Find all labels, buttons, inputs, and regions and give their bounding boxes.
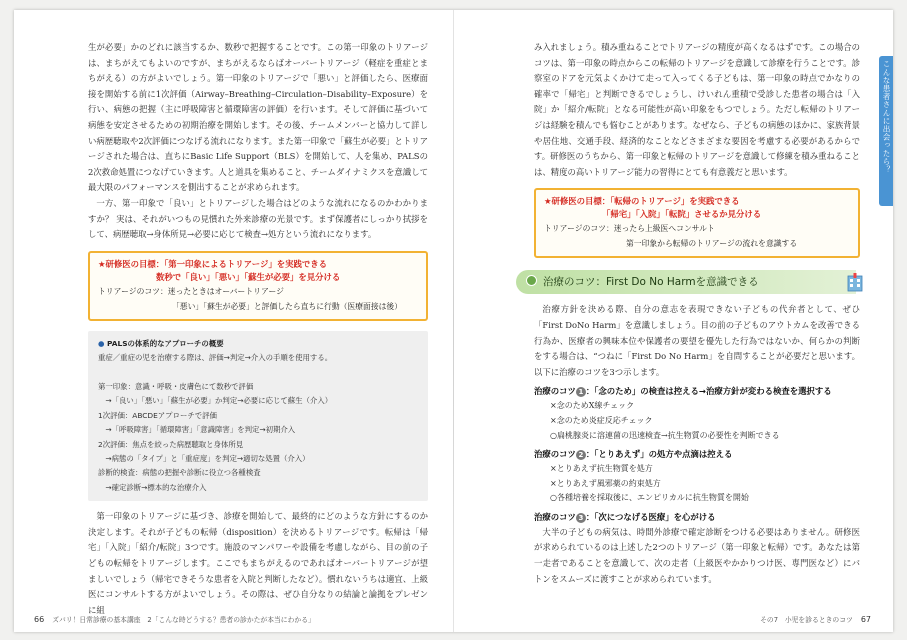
text-line: み入れましょう。積み重ねることでトリアージの精度が高くなるはずです。この場合のコ [534, 42, 860, 68]
pals-title [98, 337, 418, 351]
text-line: 態を安定させるための初期治療を開始します。その後、チームメンバーと協力して詳しい [88, 119, 429, 146]
text-line: 第一印象のトリアージに基づき、診療を開始して、最終的にどのような方針にするのか [96, 511, 428, 522]
page-number: 67 [860, 615, 871, 624]
page-spread [14, 10, 893, 632]
goal-title: ★研修医の目標：「転帰のトリアージ」を実践できる [544, 196, 740, 207]
text-line: の転帰をトリアージします。ここでもまちがえるのであればオーバートリアージが望まし [88, 557, 428, 584]
tip-title: ：「次につなげる医療」を心がける [585, 511, 716, 522]
goal-box [88, 251, 428, 321]
pals-line: 1次評価：ABCDEアプローチで評価 [98, 410, 217, 420]
text-line: 転院」となる可能性が高い印象をもつでしょう。ただし転帰のトリアージは経験を積んで [534, 104, 860, 130]
tip-item: ○扁桃腺炎に溶連菌の迅速検査→抗生物質の必要性を判断できる [550, 430, 780, 440]
goal-box [534, 188, 860, 258]
text-line: 治療方針を決める際、自分の意志を表現できない子どもの代弁者として、ぜひ「First Do [534, 304, 860, 330]
text-line: 決定します。それが子どもの転帰（disposition）を決めるトリアージです。転帰は「帰宅」 [88, 526, 428, 553]
pals-line: →「呼吸障害」「循環障害」「意識障害」を判定→初期介入 [98, 425, 296, 435]
tip-label: 治療のコツ [534, 449, 576, 460]
text-line: められているのは上述した2つのトリアージ（第一印象と転帰）です。あなたは第一走者 [534, 542, 860, 569]
pals-line [98, 366, 418, 380]
tip-item: ×とりあえず抗生物質を処方 [550, 464, 653, 474]
right-column [534, 40, 860, 587]
text-line: 力の習得にとても有意義だと思います。 [642, 166, 793, 177]
tip-item: ×念のため炎症反応チェック [550, 415, 653, 425]
tip-item: ×とりあえず風邪薬の約束処方 [550, 478, 661, 488]
goal-subtitle: 数秒で「良い」「悪い」「蘇生が必要」を見分ける [156, 271, 341, 282]
text-line: であることを意識して、次の走者（上級医やかかりつけ医、専門医など）にバトンをスムー [534, 558, 861, 584]
text-line: か？ 実は、それがいつもの見慣れた外来診療の光景です。まず保護者にしっかり拭拶を [96, 213, 428, 224]
gutter [453, 10, 454, 632]
text-line: ちがえる）の方がよいでしょう。第一印象のトリアージで「悪い」と評価したら、医療面 [88, 73, 428, 84]
text-line: No Harm」を意識しましょう。目の前の子どものアウトカムを改善できる行為か、医療者 [534, 319, 860, 346]
running-title: その7 小児を診るときのコツ [760, 616, 853, 624]
text-line: も悩むことがあります。なぜなら、子どもの病態のほかに、家族背景や居住地、交通手段、 [534, 119, 861, 146]
text-line: は、まちがえてもよいのですが、まちがえるならばオーバートリアージ（軽症を重症とま [88, 57, 428, 68]
paragraph [88, 40, 428, 196]
text-line: 「入院」「紹介/転院」3つです。施設のマンパワーや設備を考慮しながら、目の前の子ども [88, 542, 429, 568]
paragraph [534, 302, 860, 380]
text-line: 大半の子どもの病気は、時間外診療で確定診断をつける必要はありません。研修医が求 [534, 526, 860, 553]
paragraph [534, 40, 860, 180]
hospital-icon [846, 272, 864, 292]
text-line: に「First Do No Harm」を自問することが必要だと思います。以下に治療のコツを3つ示 [534, 351, 861, 377]
section-heading [516, 270, 856, 294]
tip-label: 治療のコツ [534, 511, 576, 522]
text-line: ジされた場合は、直ちにBasic Life Support（BLS）を開始して、人を集め、PALSの2次 [88, 151, 428, 177]
text-line: 一印象と転帰のトリアージを意識して修練を積み重ねることは、精度の高いトリアージ能 [534, 151, 860, 177]
tip-title: ：「とりあえず」の処方や点滴は控える [585, 449, 733, 460]
page-number: 66 [34, 615, 45, 624]
text-line: ツは、第一印象の時点からこの転帰のトリアージを意識して診療を行うことです。診察室 [534, 57, 860, 84]
tip-number: 1 [576, 387, 586, 397]
text-line: して、病歴聴取→身体所見→必要に応じて検査→処方という流れになります。 [88, 229, 377, 240]
tip-number: 3 [576, 513, 586, 523]
triage-tip-detail: 第一印象から転帰のトリアージの流れを意識する [626, 239, 798, 249]
pals-line: →確定診断→標本的な治療介入 [98, 482, 207, 492]
bullet-icon [526, 275, 537, 286]
pals-line: 第一印象：意識・呼吸・皮膚色にて数秒で評価 [98, 381, 254, 391]
text-line: 一方、第一印象で「良い」とトリアージした場合はどのような流れになるのかわかります [88, 197, 428, 224]
paragraph [88, 509, 428, 618]
chapter-tab-label: こんな患者さんに出会ったら？ [882, 60, 891, 174]
triage-tip: トリアージのコツ：迷ったら上級医へコンサルト [544, 224, 715, 234]
tip-heading [534, 383, 860, 399]
tip-item: ×念のためX線チェック [550, 401, 635, 411]
pals-box [88, 331, 428, 501]
text-line: いでしょう（帰宅できそうな患者を入院と判断したなど）。慣れないうちは適宜、上級医に [88, 573, 428, 600]
text-line: 接を開始する前に1次評価（Airway–Breathing–Circulation–Disability–Exposure）を行 [88, 88, 428, 115]
tip-title: ：「念のため」の検査は控える→治療方針が変わる検査を選択する [585, 386, 832, 397]
treatment-tips [534, 383, 860, 525]
goal-subtitle: 「帰宅」「入院」「転院」させるか見分ける [602, 209, 762, 220]
pals-lines [98, 351, 418, 495]
tip-heading [534, 509, 860, 525]
pals-line: →病態の「タイプ」と「重症度」を判定→適切な処置（介入） [98, 453, 310, 463]
pals-line: 2次評価：焦点を絞った病歴聴取と身体所見 [98, 439, 244, 449]
left-column [88, 40, 428, 618]
tip-label: 治療のコツ [534, 386, 576, 397]
pals-line: 診断的検査：病態の把握や診断に役立つ各種検査 [98, 468, 261, 478]
triage-tip: トリアージのコツ：迷ったときはオーバートリアージ [98, 286, 284, 296]
pals-line: →「良い」「悪い」「蘇生が必要」か判定→必要に応じて蘇生（介入） [98, 396, 333, 406]
bullet-icon: ● [98, 338, 105, 348]
footer-right [760, 614, 871, 624]
pals-title-text: PALSの体系的なアプローチの概要 [107, 338, 224, 348]
tip-heading [534, 446, 860, 462]
paragraph [88, 196, 428, 243]
pals-line: 重症／重症の児を治療する際は、評価→判定→介入の手順を使用する。 [98, 353, 333, 363]
text-line: い、病態の把握（主に呼吸障害と循環障害の評価）を行います。そして評価に基づいて病 [88, 104, 429, 130]
text-line: コンサルトする方がよいでしょう。その際は、ぜひ自分なりの結論と論拠をプレゼンに組 [88, 589, 428, 615]
text-line: 経済的なことなどさまざまな要因を考慮する必要があるからです。研修医のうちから、第 [534, 135, 861, 162]
tip-item: ○各種培養を採取後に、エンピリカルに抗生物質を開始 [550, 493, 749, 503]
paragraph [534, 525, 860, 587]
goal-title: ★研修医の目標：「第一印象によるトリアージ」を実践できる [98, 258, 328, 269]
tip-number: 2 [576, 450, 586, 460]
text-line: のドアを元気よくかけて走って入ってくる子どもは、第一印象の時点でかなりの確率で「帰 [534, 73, 861, 99]
text-line: 大限のパフォーマンスを側出することが求められます。 [96, 182, 305, 193]
text-line: ズに渡すことが求められています。 [583, 573, 717, 584]
running-title: ズバリ！日常診療の基本講座 2「こんな時どうする？患者の診かたが本当にわかる」 [52, 616, 315, 624]
text-line: します。 [631, 366, 665, 377]
footer-left [34, 614, 315, 624]
text-line: 生が必要」かのどれに該当するか、数秒で把握することです。この第一印象のトリアージ [88, 42, 428, 52]
text-line: の興味本位や保護者の要望を優先した行為ではないか、何らかの判断をする場合は、“つね [534, 335, 861, 362]
triage-tip-detail: 「悪い」「蘇生が必要」と評価したら直ちに行動（医療面接は後） [172, 301, 403, 311]
text-line: 病歴聴取や2次評価につなげる流れになります。また第一印象で「蘇生が必要」とトリアー [88, 135, 428, 162]
section-title: 治療のコツ：First Do No Harmを意識できる [543, 276, 759, 289]
text-line: 救命処置につなげていきます。人と道具を集めること、チームダイナミクスを意識して最 [88, 166, 428, 193]
text-line: 宅」と判断できるでしょうし、けいれん重積で受診した患者の場合は「入院」か「紹介/ [534, 88, 860, 115]
